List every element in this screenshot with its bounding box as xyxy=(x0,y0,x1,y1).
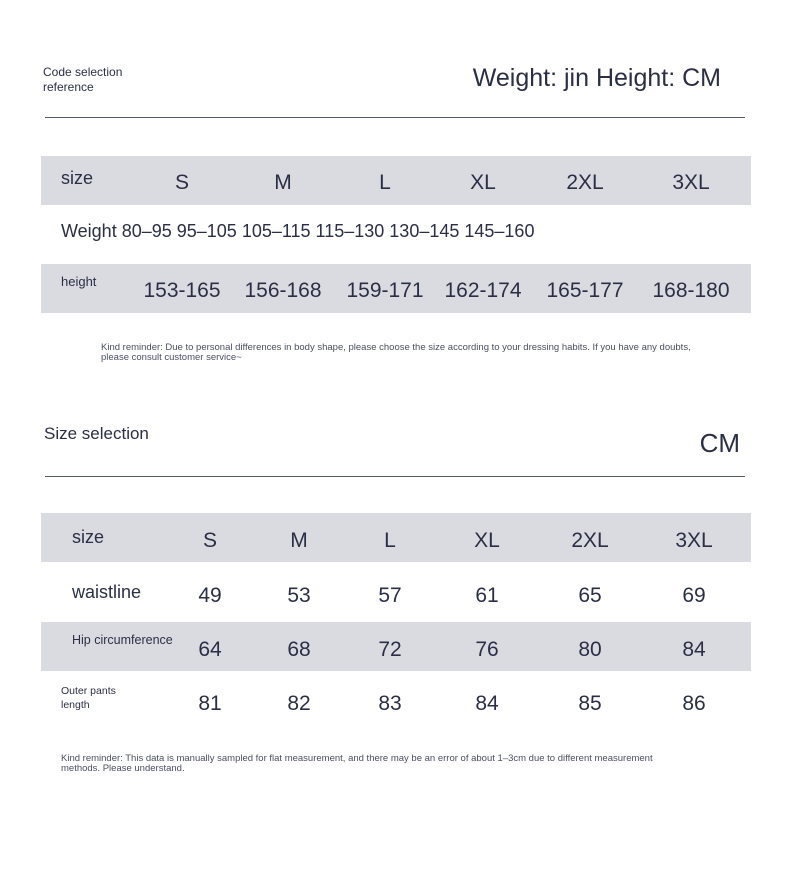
section1-height-2xl: 165-177 xyxy=(546,279,624,302)
section2-header-row xyxy=(41,513,751,562)
section1-reminder-line1: Kind reminder: Due to personal differences in body shape, please choose the size according to your dressing habits. If you have any doubts, xyxy=(101,342,691,353)
section2-label: Size selection xyxy=(44,424,149,443)
section1-size-m: M xyxy=(274,171,292,194)
section1-header-row xyxy=(41,156,751,205)
section1-height-m: 156-168 xyxy=(244,279,322,302)
section2-waistline-l: 57 xyxy=(378,584,402,607)
section2-hip-s: 64 xyxy=(198,638,222,661)
section2-waistline-s: 49 xyxy=(198,584,222,607)
section2-hip-m: 68 xyxy=(287,638,311,661)
section2-length-3xl: 86 xyxy=(682,692,706,715)
section1-height-xl: 162-174 xyxy=(444,279,522,302)
section2-waistline-xl: 61 xyxy=(475,584,499,607)
section1-size-3xl: 3XL xyxy=(672,171,710,194)
section2-size-l: L xyxy=(384,529,396,552)
section1-size-xl: XL xyxy=(470,171,496,194)
section1-size-label: size xyxy=(61,168,94,188)
section2-length-row xyxy=(41,672,751,732)
section2-waistline-row xyxy=(41,562,751,621)
section2-waistline-label: waistline xyxy=(72,582,142,602)
section2-waistline-3xl: 69 xyxy=(682,584,706,607)
section1-height-l: 159-171 xyxy=(346,279,424,302)
section1-size-s: S xyxy=(174,171,190,194)
section2-reminder-line1: Kind reminder: This data is manually sampled for flat measurement, and there may be an error of about 1–3cm due to different measurement xyxy=(61,753,653,764)
section2-reminder xyxy=(61,754,771,774)
section2-length-2xl: 85 xyxy=(578,692,602,715)
section2-length-m: 82 xyxy=(287,692,311,715)
section2-size-2xl: 2XL xyxy=(571,529,609,552)
section1-weight-row: Weight 80–95 95–105 105–115 115–130 130–145 145–160 xyxy=(61,221,535,241)
section1-reminder xyxy=(101,343,787,363)
section2-length-label xyxy=(61,684,116,712)
section1-height-3xl: 168-180 xyxy=(652,279,730,302)
section2-length-s: 81 xyxy=(198,692,222,715)
section1-size-2xl: 2XL xyxy=(566,171,604,194)
section1-size-l: L xyxy=(379,171,391,194)
section2-hip-label: Hip circumference xyxy=(72,633,173,647)
section2-hip-xl: 76 xyxy=(475,638,499,661)
section2-waistline-2xl: 65 xyxy=(578,584,602,607)
section2-size-s: S xyxy=(202,529,218,552)
section2-length-l: 83 xyxy=(378,692,402,715)
section1-label-line1: Code selection xyxy=(43,65,123,79)
section1-units: Weight: jin Height: CM xyxy=(472,64,721,92)
section1-divider xyxy=(45,117,745,118)
section2-units: CM xyxy=(699,428,740,458)
section2-hip-2xl: 80 xyxy=(578,638,602,661)
section1-label xyxy=(43,65,122,95)
section1-label-line2: reference xyxy=(43,80,94,94)
section2-reminder-line2: methods. Please understand. xyxy=(61,763,185,774)
section2-waistline-m: 53 xyxy=(287,584,311,607)
section2-length-xl: 84 xyxy=(475,692,499,715)
section2-hip-l: 72 xyxy=(378,638,402,661)
section2-divider xyxy=(45,476,745,477)
section1-height-row xyxy=(41,264,751,313)
section1-height-label: height xyxy=(61,274,97,289)
section2-size-m: M xyxy=(290,529,308,552)
section2-hip-3xl: 84 xyxy=(682,638,706,661)
section2-size-xl: XL xyxy=(474,529,500,552)
section2-length-label-line2: length xyxy=(61,699,90,711)
section2-size-3xl: 3XL xyxy=(675,529,713,552)
section2-length-label-line1: Outer pants xyxy=(61,685,116,697)
section2-hip-row xyxy=(41,622,751,671)
section1-height-s: 153-165 xyxy=(143,279,221,302)
section1-reminder-line2: please consult customer service~ xyxy=(101,352,242,363)
section2-size-label: size xyxy=(72,527,105,547)
